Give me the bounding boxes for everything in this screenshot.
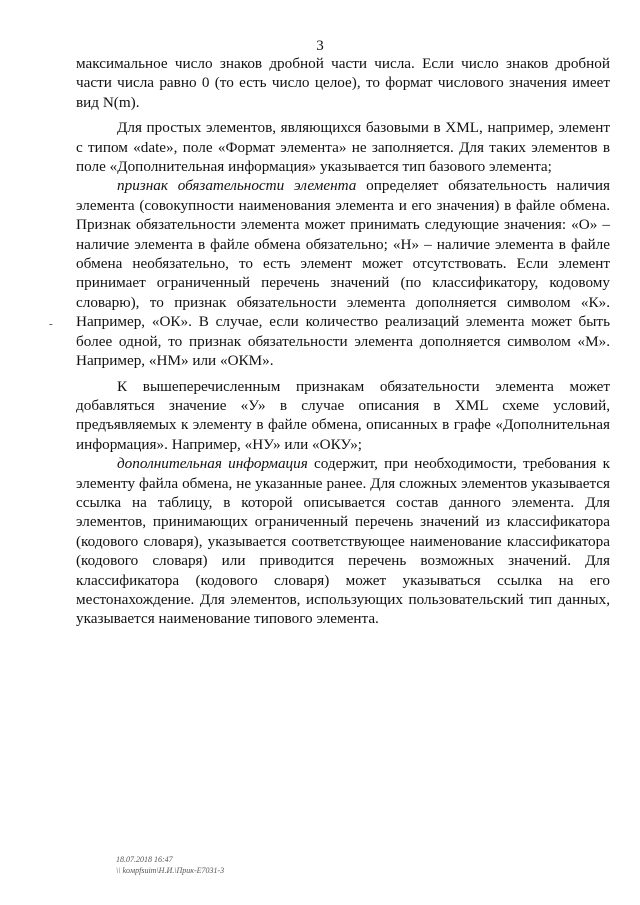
- footer-filepath: \\ koмpfsuiт\Н.И.\Пpuк-E7031-3: [116, 866, 225, 875]
- term-obligation-flag: признак обязательности элемента: [117, 177, 357, 195]
- paragraph-2: Для простых элементов, являющихся базовыми в XML, например, элемент с типом «date», поле «Формат элемента» не заполняется. Для таких элементов в поле «Дополнительная информация» указывается тип базового элемента;: [76, 119, 610, 176]
- page-number: 3: [316, 38, 324, 54]
- paragraph-4: К вышеперечисленным признакам обязательности элемента может добавляться значение «У» в случае описания в XML схеме условий, предъявляемых к элементу в файле обмена, описанных в графе «Дополнительная информация». Например, «НУ» или «ОКУ»;: [76, 377, 610, 453]
- paragraph-1: максимальное число знаков дробной части числа. Если число знаков дробной части числа равно 0 (то есть число целое), то формат числового значения имеет вид N(m).: [76, 55, 610, 111]
- term-additional-info: дополнительная информация: [117, 455, 308, 473]
- footer-timestamp: 18.07.2018 16:47: [116, 855, 173, 864]
- margin-mark: -: [49, 318, 53, 330]
- paragraph-3-text: определяет обязательность наличия элемента (совокупности наименования элемента и его значения) в файле обмена. Признак обязательности элемента может принимать следующие значения: «О» – наличие элемента в файле обмена обязательно; «Н» – наличие элемента в файле обмена необязательно, то есть элемент может отсутствовать. Если элемент принимает ограниченный перечень значений (по классификатору, кодовому словарю), то признак обязательности элемента дополняется символом «К». Например, «ОК». В случае, если количество реализаций элемента может быть более одной, то признак обязательности элемента дополняется символом «М». Например, «НМ» или «ОКМ».: [76, 177, 610, 370]
- paragraph-5-text: содержит, при необходимости, требования к элементу файла обмена, не указанные ранее. Для сложных элементов указывается ссылка на таблицу, в которой описывается состав данного элемента. Для элементов, принимающих ограниченный перечень значений из классификатора (кодового словаря), указывается соответствующее наименование классификатора (кодового словаря) или приводится перечень возможных значений. Для классификатора (кодового словаря) может указываться ссылка на его местонахождение. Для элементов, использующих пользовательский тип данных, указывается наименование типового элемента.: [76, 455, 610, 628]
- paragraph-5: [76, 454, 610, 629]
- paragraph-3: [76, 176, 610, 370]
- document-body: [76, 54, 610, 629]
- footer-stamp: [116, 854, 224, 876]
